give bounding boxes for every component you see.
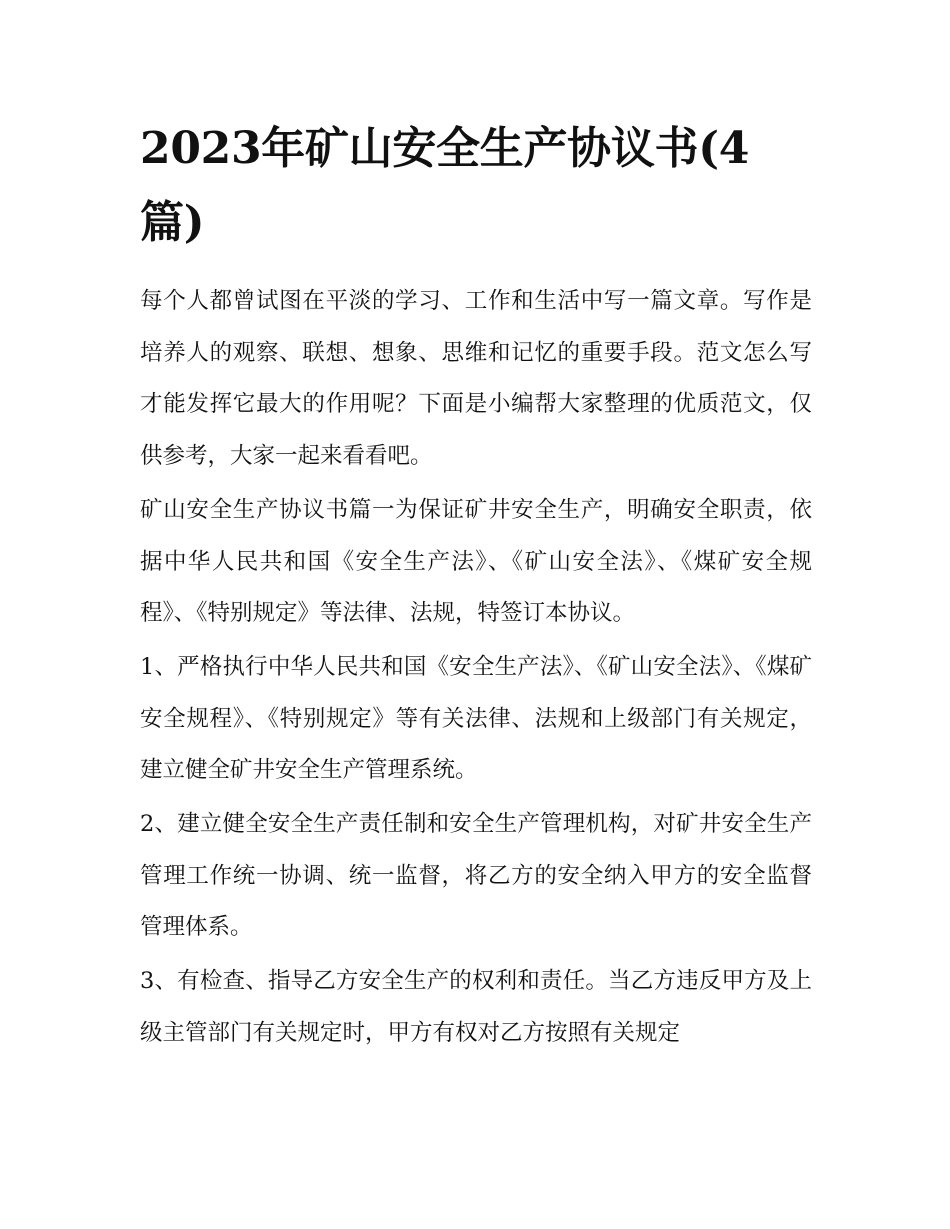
- agreement-preamble-paragraph: 矿山安全生产协议书篇一为保证矿井安全生产，明确安全职责，依据中华人民共和国《安全生产法》、《矿山安全法》、《煤矿安全规程》、《特别规定》等法律、法规，特签订本协议。: [140, 496, 812, 627]
- document-title: 2023年矿山安全生产协议书(4篇): [140, 123, 750, 248]
- document-body: [140, 276, 812, 1060]
- document-page: [140, 112, 812, 1062]
- clause-1-paragraph: 1、严格执行中华人民共和国《安全生产法》、《矿山安全法》、《煤矿安全规程》、《特别规定》等有关法律、法规和上级部门有关规定，建立健全矿井安全生产管理系统。: [140, 653, 812, 784]
- clause-2-paragraph: 2、建立健全安全生产责任制和安全生产管理机构，对矿井安全生产管理工作统一协调、统一监督，将乙方的安全纳入甲方的安全监督管理体系。: [140, 811, 812, 941]
- clause-3-paragraph: 3、有检查、指导乙方安全生产的权利和责任。当乙方违反甲方及上级主管部门有关规定时，甲方有权对乙方按照有关规定: [140, 968, 812, 1046]
- intro-paragraph: 每个人都曾试图在平淡的学习、工作和生活中写一篇文章。写作是培养人的观察、联想、想象、思维和记忆的重要手段。范文怎么写才能发挥它最大的作用呢？下面是小编帮大家整理的优质范文，仅供参考，大家一起来看看吧。: [140, 288, 812, 470]
